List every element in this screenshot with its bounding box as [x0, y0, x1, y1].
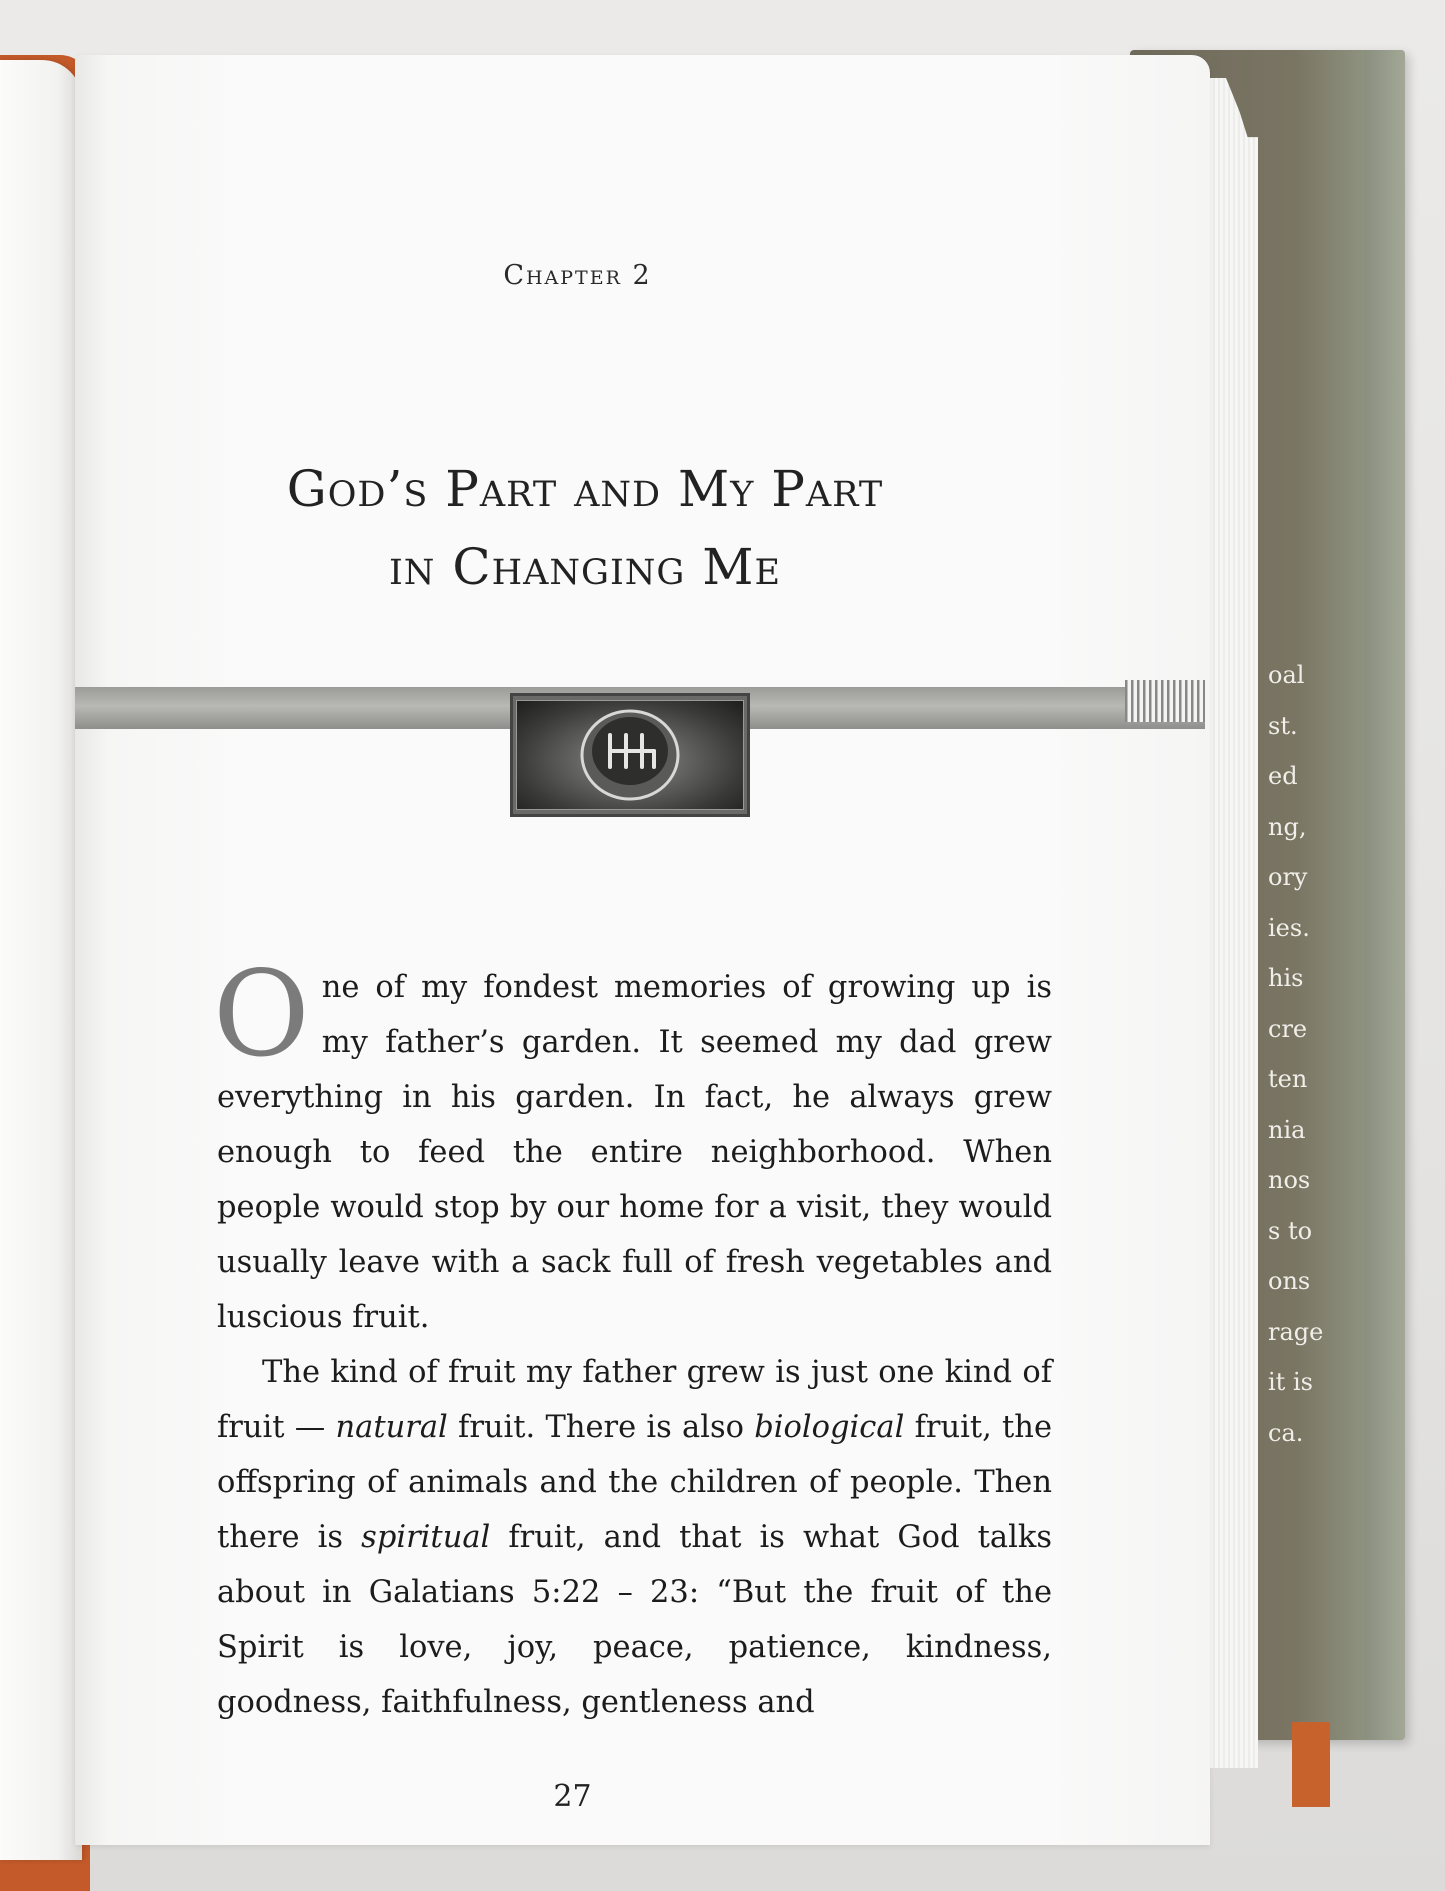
- fragment-line: ten: [1268, 1065, 1308, 1093]
- fragment-line: st.: [1268, 711, 1298, 740]
- title-line-1: God’s Part and My Part: [286, 460, 884, 518]
- fragment-line: s to: [1268, 1216, 1313, 1245]
- fragment-line: cre: [1268, 1014, 1308, 1043]
- title-line-2: in Changing Me: [388, 538, 782, 596]
- paragraph-1-text: ne of my fondest memories of growing up is my father’s garden. It seemed my dad grew everything in his garden. In fact, he always grew enough to feed the entire neighborhood. When people would stop by our home for a visit, they would usually leave with a sack full of fresh vegetables and luscious fruit.: [217, 970, 1052, 1335]
- paragraph-2-text: fruit, and that is what God talks about in Galatians 5:22 – 23: “But the fruit of the Spirit is love, joy, peace, patience, kindness, goodness, faithfulness, gentleness and: [217, 1520, 1052, 1720]
- next-page-text-fragments: [1268, 650, 1368, 1458]
- paragraph-2: [217, 1345, 1052, 1730]
- paragraph-1: [213, 945, 1052, 1345]
- page-number: 27: [553, 1779, 592, 1814]
- chapter-title: [225, 450, 945, 606]
- italic-spiritual: spiritual: [361, 1520, 491, 1555]
- fragment-line: ory: [1268, 863, 1308, 891]
- fragment-line: oal: [1268, 661, 1305, 689]
- fragment-line: ies.: [1268, 913, 1310, 942]
- fragment-line: rage: [1268, 1317, 1324, 1346]
- fragment-line: ng,: [1268, 812, 1307, 841]
- paragraph-2-text: fruit, the offspring of animals and the children of people. Then there is: [217, 1410, 1052, 1555]
- chapter-label: Chapter 2: [503, 260, 652, 291]
- fragment-line: ons: [1268, 1267, 1311, 1295]
- bookmark-ribbon: [1292, 1722, 1330, 1807]
- left-page-stack: [0, 60, 82, 1860]
- italic-biological: biological: [754, 1410, 905, 1445]
- book-page: [75, 55, 1210, 1845]
- fragment-line: his: [1268, 964, 1304, 992]
- gear-shift-knob-icon: [510, 693, 750, 817]
- rule-edge: [1125, 680, 1205, 722]
- emblem-photo: [516, 700, 744, 810]
- paragraph-2-text: fruit. There is also: [447, 1410, 755, 1445]
- fragment-line: ed: [1268, 762, 1298, 790]
- shift-pattern-icon: [570, 705, 690, 805]
- fragment-line: nia: [1268, 1115, 1306, 1144]
- body-text: [213, 945, 1052, 1730]
- italic-natural: natural: [335, 1410, 448, 1445]
- fragment-line: it is: [1268, 1368, 1313, 1396]
- fragment-line: nos: [1268, 1166, 1311, 1194]
- drop-cap: O: [213, 945, 310, 1083]
- fragment-line: ca.: [1268, 1418, 1304, 1447]
- back-book-spine: [1365, 50, 1405, 1740]
- paragraph-2-text: The kind of fruit my father grew is just one kind of fruit —: [217, 1355, 1052, 1445]
